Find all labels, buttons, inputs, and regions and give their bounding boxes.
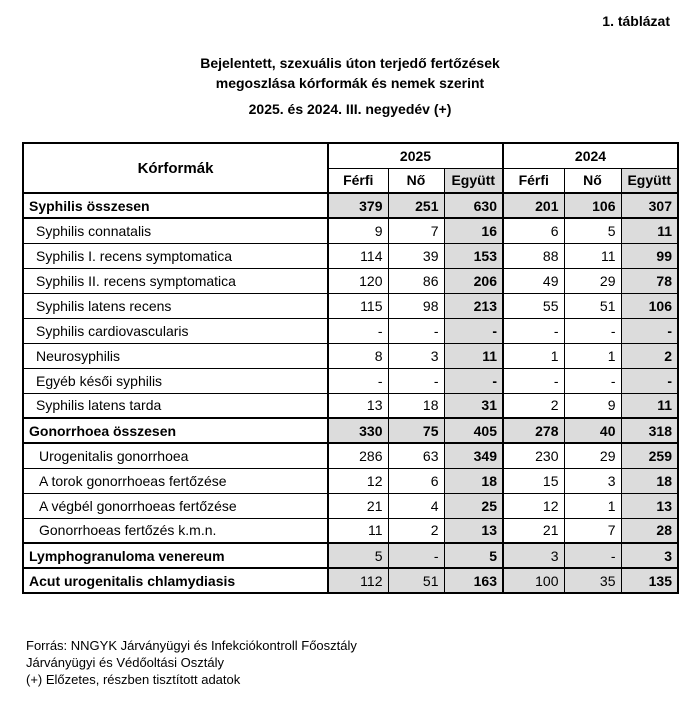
cell-2025-egyutt: 16 <box>444 218 503 243</box>
footer-note: (+) Előzetes, részben tisztított adatok <box>26 672 241 687</box>
cell-2024-egyutt: 2 <box>621 343 678 368</box>
cell-2025-ferfi: - <box>328 318 388 343</box>
footer-notes <box>26 637 357 688</box>
sti-table <box>22 142 679 594</box>
table-row <box>23 218 678 243</box>
cell-2024-no: 40 <box>564 418 621 443</box>
cell-2024-ferfi: 88 <box>503 243 564 268</box>
cell-2024-no: 1 <box>564 343 621 368</box>
cell-2025-egyutt: - <box>444 368 503 393</box>
title-period: 2025. és 2024. III. negyedév (+) <box>248 101 452 117</box>
cell-2025-ferfi: 114 <box>328 243 388 268</box>
cell-2025-no: 18 <box>388 393 444 418</box>
row-label: Neurosyphilis <box>23 343 328 368</box>
table-number: 1. táblázat <box>602 13 670 29</box>
row-label: Egyéb késői syphilis <box>23 368 328 393</box>
row-label: Syphilis I. recens symptomatica <box>23 243 328 268</box>
cell-2025-ferfi: 21 <box>328 493 388 518</box>
row-label: Syphilis latens recens <box>23 293 328 318</box>
row-label: Syphilis connatalis <box>23 218 328 243</box>
table-row <box>23 343 678 368</box>
cell-2024-no: 7 <box>564 518 621 543</box>
cell-2025-egyutt: 18 <box>444 468 503 493</box>
cell-2025-no: 51 <box>388 568 444 593</box>
cell-2025-no: 7 <box>388 218 444 243</box>
cell-2024-egyutt: 99 <box>621 243 678 268</box>
row-label: Urogenitalis gonorrhoea <box>23 443 328 468</box>
cell-2024-ferfi: 6 <box>503 218 564 243</box>
cell-2025-ferfi: 13 <box>328 393 388 418</box>
cell-2025-no: 75 <box>388 418 444 443</box>
cell-2024-no: 9 <box>564 393 621 418</box>
cell-2024-no: 11 <box>564 243 621 268</box>
cell-2025-no: - <box>388 543 444 568</box>
table-row <box>23 268 678 293</box>
cell-2025-egyutt: 31 <box>444 393 503 418</box>
cell-2024-no: 35 <box>564 568 621 593</box>
cell-2025-no: 251 <box>388 193 444 218</box>
cell-2024-ferfi: 278 <box>503 418 564 443</box>
cell-2025-no: 6 <box>388 468 444 493</box>
cell-2025-no: 63 <box>388 443 444 468</box>
header-row-years <box>23 143 678 168</box>
row-label: Acut urogenitalis chlamydiasis <box>23 568 328 593</box>
table-row <box>23 393 678 418</box>
header-ferfi-2024: Férfi <box>503 168 564 193</box>
cell-2024-no: 3 <box>564 468 621 493</box>
header-korformak: Kórformák <box>23 143 328 193</box>
cell-2025-egyutt: 405 <box>444 418 503 443</box>
cell-2025-no: - <box>388 318 444 343</box>
cell-2025-egyutt: 349 <box>444 443 503 468</box>
cell-2025-egyutt: 5 <box>444 543 503 568</box>
cell-2025-egyutt: 25 <box>444 493 503 518</box>
cell-2025-ferfi: 112 <box>328 568 388 593</box>
title-line-2: megoszlása kórformák és nemek szerint <box>215 75 485 91</box>
cell-2024-no: - <box>564 368 621 393</box>
cell-2025-ferfi: 12 <box>328 468 388 493</box>
cell-2025-egyutt: - <box>444 318 503 343</box>
cell-2024-egyutt: 28 <box>621 518 678 543</box>
cell-2025-ferfi: 120 <box>328 268 388 293</box>
table-row <box>23 318 678 343</box>
cell-2024-egyutt: 11 <box>621 218 678 243</box>
header-year-2025: 2025 <box>328 143 503 168</box>
cell-2025-ferfi: 115 <box>328 293 388 318</box>
row-label: Gonorrhoea összesen <box>23 418 328 443</box>
cell-2024-no: 1 <box>564 493 621 518</box>
table-row <box>23 568 678 593</box>
cell-2024-egyutt: 3 <box>621 543 678 568</box>
row-label: A torok gonorrhoeas fertőzése <box>23 468 328 493</box>
cell-2025-no: 2 <box>388 518 444 543</box>
cell-2024-egyutt: - <box>621 318 678 343</box>
cell-2024-egyutt: 318 <box>621 418 678 443</box>
header-ferfi-2025: Férfi <box>328 168 388 193</box>
cell-2024-egyutt: 18 <box>621 468 678 493</box>
title-line-1: Bejelentett, szexuális úton terjedő fertőzések <box>200 55 500 71</box>
header-no-2024: Nő <box>564 168 621 193</box>
cell-2024-ferfi: 3 <box>503 543 564 568</box>
table-row <box>23 443 678 468</box>
row-label: Syphilis latens tarda <box>23 393 328 418</box>
cell-2024-no: 106 <box>564 193 621 218</box>
cell-2025-ferfi: 286 <box>328 443 388 468</box>
cell-2024-ferfi: 1 <box>503 343 564 368</box>
cell-2025-ferfi: 11 <box>328 518 388 543</box>
table-row <box>23 193 678 218</box>
cell-2024-no: - <box>564 318 621 343</box>
cell-2024-ferfi: 55 <box>503 293 564 318</box>
cell-2025-egyutt: 11 <box>444 343 503 368</box>
cell-2025-no: 3 <box>388 343 444 368</box>
header-no-2025: Nő <box>388 168 444 193</box>
cell-2024-no: - <box>564 543 621 568</box>
cell-2025-no: 4 <box>388 493 444 518</box>
row-label: Gonorrhoeas fertőzés k.m.n. <box>23 518 328 543</box>
cell-2024-ferfi: 201 <box>503 193 564 218</box>
row-label: A végbél gonorrhoeas fertőzése <box>23 493 328 518</box>
cell-2024-egyutt: 13 <box>621 493 678 518</box>
table-row <box>23 418 678 443</box>
cell-2025-egyutt: 153 <box>444 243 503 268</box>
cell-2024-egyutt: 106 <box>621 293 678 318</box>
cell-2024-ferfi: 21 <box>503 518 564 543</box>
cell-2025-egyutt: 630 <box>444 193 503 218</box>
cell-2024-no: 29 <box>564 443 621 468</box>
table-row <box>23 518 678 543</box>
header-egyutt-2025: Együtt <box>444 168 503 193</box>
cell-2025-ferfi: 379 <box>328 193 388 218</box>
cell-2024-ferfi: 15 <box>503 468 564 493</box>
cell-2025-no: 39 <box>388 243 444 268</box>
cell-2024-egyutt: 259 <box>621 443 678 468</box>
cell-2025-egyutt: 13 <box>444 518 503 543</box>
cell-2024-ferfi: 2 <box>503 393 564 418</box>
cell-2025-egyutt: 163 <box>444 568 503 593</box>
cell-2024-no: 29 <box>564 268 621 293</box>
cell-2024-egyutt: 11 <box>621 393 678 418</box>
cell-2025-ferfi: 8 <box>328 343 388 368</box>
footer-department: Járványügyi és Védőoltási Osztály <box>26 655 224 670</box>
cell-2025-ferfi: 9 <box>328 218 388 243</box>
cell-2024-no: 51 <box>564 293 621 318</box>
row-label: Syphilis összesen <box>23 193 328 218</box>
cell-2024-egyutt: 78 <box>621 268 678 293</box>
table-row <box>23 543 678 568</box>
row-label: Lymphogranuloma venereum <box>23 543 328 568</box>
cell-2024-egyutt: 135 <box>621 568 678 593</box>
cell-2025-no: 98 <box>388 293 444 318</box>
table-row <box>23 293 678 318</box>
header-egyutt-2024: Együtt <box>621 168 678 193</box>
cell-2024-egyutt: 307 <box>621 193 678 218</box>
cell-2024-ferfi: - <box>503 368 564 393</box>
cell-2025-egyutt: 206 <box>444 268 503 293</box>
footer-source: Forrás: NNGYK Járványügyi és Infekciókontroll Főosztály <box>26 638 357 653</box>
cell-2024-ferfi: 230 <box>503 443 564 468</box>
table-row <box>23 493 678 518</box>
table-row <box>23 243 678 268</box>
cell-2025-ferfi: 5 <box>328 543 388 568</box>
cell-2025-no: 86 <box>388 268 444 293</box>
header-year-2024: 2024 <box>503 143 678 168</box>
cell-2024-ferfi: 12 <box>503 493 564 518</box>
cell-2024-no: 5 <box>564 218 621 243</box>
cell-2025-egyutt: 213 <box>444 293 503 318</box>
cell-2024-ferfi: - <box>503 318 564 343</box>
cell-2025-ferfi: - <box>328 368 388 393</box>
row-label: Syphilis II. recens symptomatica <box>23 268 328 293</box>
cell-2024-ferfi: 100 <box>503 568 564 593</box>
cell-2025-no: - <box>388 368 444 393</box>
table-row <box>23 368 678 393</box>
cell-2025-ferfi: 330 <box>328 418 388 443</box>
cell-2024-egyutt: - <box>621 368 678 393</box>
cell-2024-ferfi: 49 <box>503 268 564 293</box>
table-row <box>23 468 678 493</box>
row-label: Syphilis cardiovascularis <box>23 318 328 343</box>
